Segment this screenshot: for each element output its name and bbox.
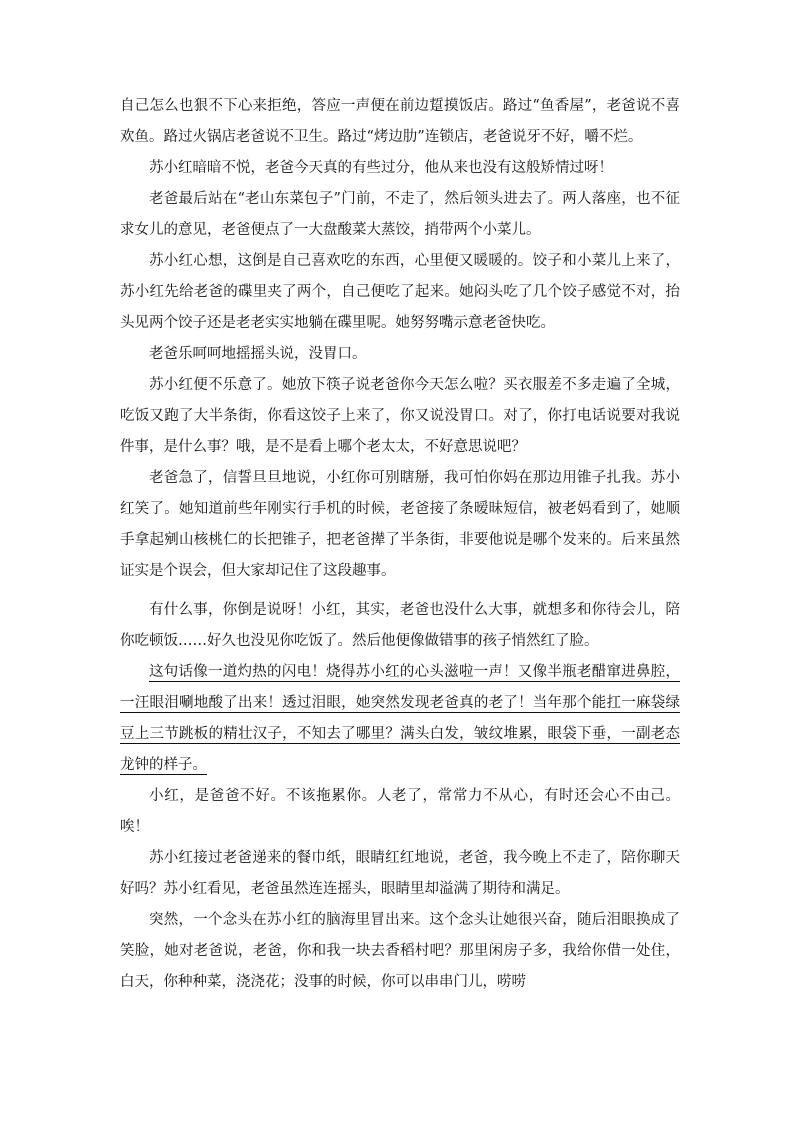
paragraph-4: 苏小红心想，这倒是自己喜欢吃的东西，心里便又暖暖的。饺子和小菜儿上来了，苏小红先给老爸的碟里夹了两个，自己便吃了起来。她闷头吃了几个饺子感觉不对，抬头见两个饺子还是老老实实地躺在碟里呢。她努努嘴示意老爸快吃。 (120, 253, 680, 331)
paragraph-3: 老爸最后站在“老山东菜包子”门前，不走了，然后领头进去了。两人落座，也不征求女儿的意见，老爸便点了一大盘酸菜大蒸饺，捎带两个小菜儿。 (120, 191, 680, 238)
paragraph-11: 苏小红接过老爸递来的餐巾纸，眼睛红红地说，老爸，我今晚上不走了，陪你聊天好吗？苏小红看见，老爸虽然连连摇头，眼睛里却溢满了期待和满足。 (120, 850, 680, 897)
paragraph-10: 小红，是爸爸不好。不该拖累你。人老了，常常力不从心，有时还会心不由己。唉！ (120, 788, 680, 835)
story-text (120, 91, 680, 998)
paragraph-8: 有什么事，你倒是说呀！小红，其实，老爸也没什么大事，就想多和你待会儿，陪你吃顿饭……好久也没见你吃饭了。然后他便像做错事的孩子悄然红了脸。 (120, 602, 680, 649)
paragraph-5: 老爸乐呵呵地摇摇头说，没胃口。 (149, 346, 367, 362)
paragraph-12: 突然，一个念头在苏小红的脑海里冒出来。这个念头让她很兴奋，随后泪眼换成了笑脸，她对老爸说，老爸，你和我一块去香稻村吧？那里闲房子多，我给你借一处住，白天，你种种菜，浇浇花；没事的时候，你可以串串门儿，唠唠 (120, 912, 680, 990)
paragraph-2: 苏小红暗暗不悦，老爸今天真的有些过分，他从来也没有这般矫情过呀！ (149, 160, 613, 176)
paragraph-6: 苏小红便不乐意了。她放下筷子说老爸你今天怎么啦？买衣服差不多走遍了全城，吃饭又跑了大半条街，你看这饺子上来了，你又说没胃口。对了，你打电话说要对我说件事，是什么事？哦，是不是看上哪个老太太，不好意思说吧？ (120, 377, 680, 455)
paragraph-7: 老爸急了，信誓旦旦地说，小红你可别瞎掰，我可怕你妈在那边用锥子扎我。苏小红笑了。她知道前些年刚实行手机的时候，老爸接了条暧昧短信，被老妈看到了，她顺手拿起剜山核桃仁的长把锥子，把老爸撵了半条街，非要他说是哪个发来的。后来虽然证实是个误会，但大家却记住了这段趣事。 (120, 470, 680, 579)
underlined-paragraph: 这句话像一道灼热的闪电！烧得苏小红的心头滋啦一声！又像半瓶老醋窜进鼻腔，一汪眼泪唰地酸了出来！透过泪眼，她突然发现老爸真的老了！当年那个能扛一麻袋绿豆上三节跳板的精壮汉子，不知去了哪里？满头白发，皱纹堆累，眼袋下垂，一副老态龙钟的样子。 (120, 664, 680, 773)
paragraph-1: 自己怎么也狠不下心来拒绝，答应一声便在前边踅摸饭店。路过“鱼香屋”，老爸说不喜欢鱼。路过火锅店老爸说不卫生。路过“烤边肋”连锁店，老爸说牙不好，嚼不烂。 (120, 98, 680, 145)
